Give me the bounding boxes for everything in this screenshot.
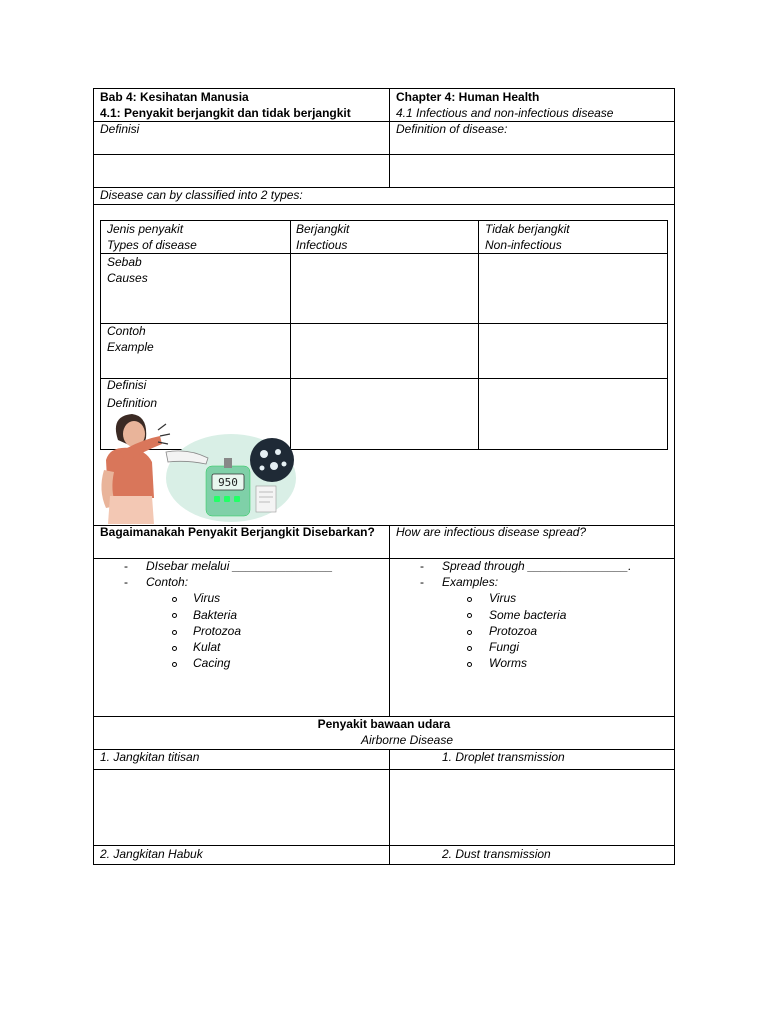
list-bullet-icon xyxy=(172,630,177,635)
en-definition-label: Definition of disease: xyxy=(396,122,508,136)
row-label-definition-bm: Definisi xyxy=(107,378,147,392)
bm-spread-item: DIsebar melalui _______________ xyxy=(146,559,333,573)
bm-subtopic-title: 4.1: Penyakit berjangkit dan tidak berjangkit xyxy=(100,106,351,120)
list-bullet-icon xyxy=(172,613,177,618)
bm-example-item: Protozoa xyxy=(193,624,242,638)
airborne-title-en: Airborne Disease xyxy=(360,733,454,747)
bm-definition-label: Definisi xyxy=(100,122,140,136)
row-label-example-en: Example xyxy=(107,340,154,354)
en-example-item: Fungi xyxy=(489,640,520,654)
bm-example-item: Kulat xyxy=(193,640,221,654)
table-column-divider xyxy=(478,220,479,450)
column-header-noninfectious-bm: Tidak berjangkit xyxy=(485,222,570,236)
bm-definition-answer-box[interactable] xyxy=(94,155,389,187)
en-spread-item: Examples: xyxy=(442,575,499,589)
en-example-item: Virus xyxy=(489,591,517,605)
row-label-causes-en: Causes xyxy=(107,271,148,285)
list-bullet-icon xyxy=(467,662,472,667)
coughing-person-illustration xyxy=(96,410,306,525)
list-bullet-icon xyxy=(172,646,177,651)
column-header-infectious-en: Infectious xyxy=(296,238,348,252)
list-bullet-icon xyxy=(467,630,472,635)
glucose-reading: 950 xyxy=(218,476,238,489)
en-spread-question: How are infectious disease spread? xyxy=(396,525,587,539)
en-subtopic-title: 4.1 Infectious and non-infectious disease xyxy=(396,106,614,120)
list-bullet-icon xyxy=(172,662,177,667)
list-bullet-icon xyxy=(172,597,177,602)
en-definition-answer-box[interactable] xyxy=(390,155,674,187)
row-divider xyxy=(93,121,675,122)
bm-chapter-title: Bab 4: Kesihatan Manusia xyxy=(100,90,249,104)
list-bullet-icon xyxy=(467,613,472,618)
en-chapter-title: Chapter 4: Human Health xyxy=(396,90,540,104)
table-row-divider xyxy=(100,378,668,379)
list-dash: - xyxy=(420,559,424,573)
column-header-noninfectious-en: Non-infectious xyxy=(485,238,562,252)
bm-example-item: Cacing xyxy=(193,656,231,670)
list-dash: - xyxy=(124,559,128,573)
bm-droplet-label: 1. Jangkitan titisan xyxy=(100,750,200,764)
row-label-example-bm: Contoh xyxy=(107,324,146,338)
row-label-causes-bm: Sebab xyxy=(107,255,142,269)
column-divider xyxy=(389,525,390,716)
en-droplet-label: 1. Droplet transmission xyxy=(442,750,565,764)
bm-example-item: Bakteria xyxy=(193,608,238,622)
list-dash: - xyxy=(124,575,128,589)
list-dash: - xyxy=(420,575,424,589)
column-header-infectious-bm: Berjangkit xyxy=(296,222,350,236)
en-spread-item: Spread through _______________. xyxy=(442,559,632,573)
column-header-type-bm: Jenis penyakit xyxy=(107,222,184,236)
airborne-title-bm: Penyakit bawaan udara xyxy=(317,717,451,731)
outer-bottom-border xyxy=(93,864,675,865)
table-row-divider xyxy=(100,323,668,324)
bm-dust-label: 2. Jangkitan Habuk xyxy=(100,847,203,861)
classification-intro: Disease can by classified into 2 types: xyxy=(100,188,303,202)
bm-spread-item: Contoh: xyxy=(146,575,189,589)
en-example-item: Protozoa xyxy=(489,624,538,638)
en-example-item: Worms xyxy=(489,656,527,670)
list-bullet-icon xyxy=(467,597,472,602)
en-droplet-answer-box[interactable] xyxy=(390,770,674,845)
row-label-definition-en: Definition xyxy=(107,396,158,410)
list-bullet-icon xyxy=(467,646,472,651)
en-example-item: Some bacteria xyxy=(489,608,567,622)
table-row-divider xyxy=(100,253,668,254)
bm-example-item: Virus xyxy=(193,591,221,605)
bm-droplet-answer-box[interactable] xyxy=(94,770,389,845)
en-dust-label: 2. Dust transmission xyxy=(442,847,551,861)
column-header-type-en: Types of disease xyxy=(107,238,197,252)
row-divider xyxy=(93,204,675,205)
bm-spread-question: Bagaimanakah Penyakit Berjangkit Disebarkan? xyxy=(100,525,375,539)
